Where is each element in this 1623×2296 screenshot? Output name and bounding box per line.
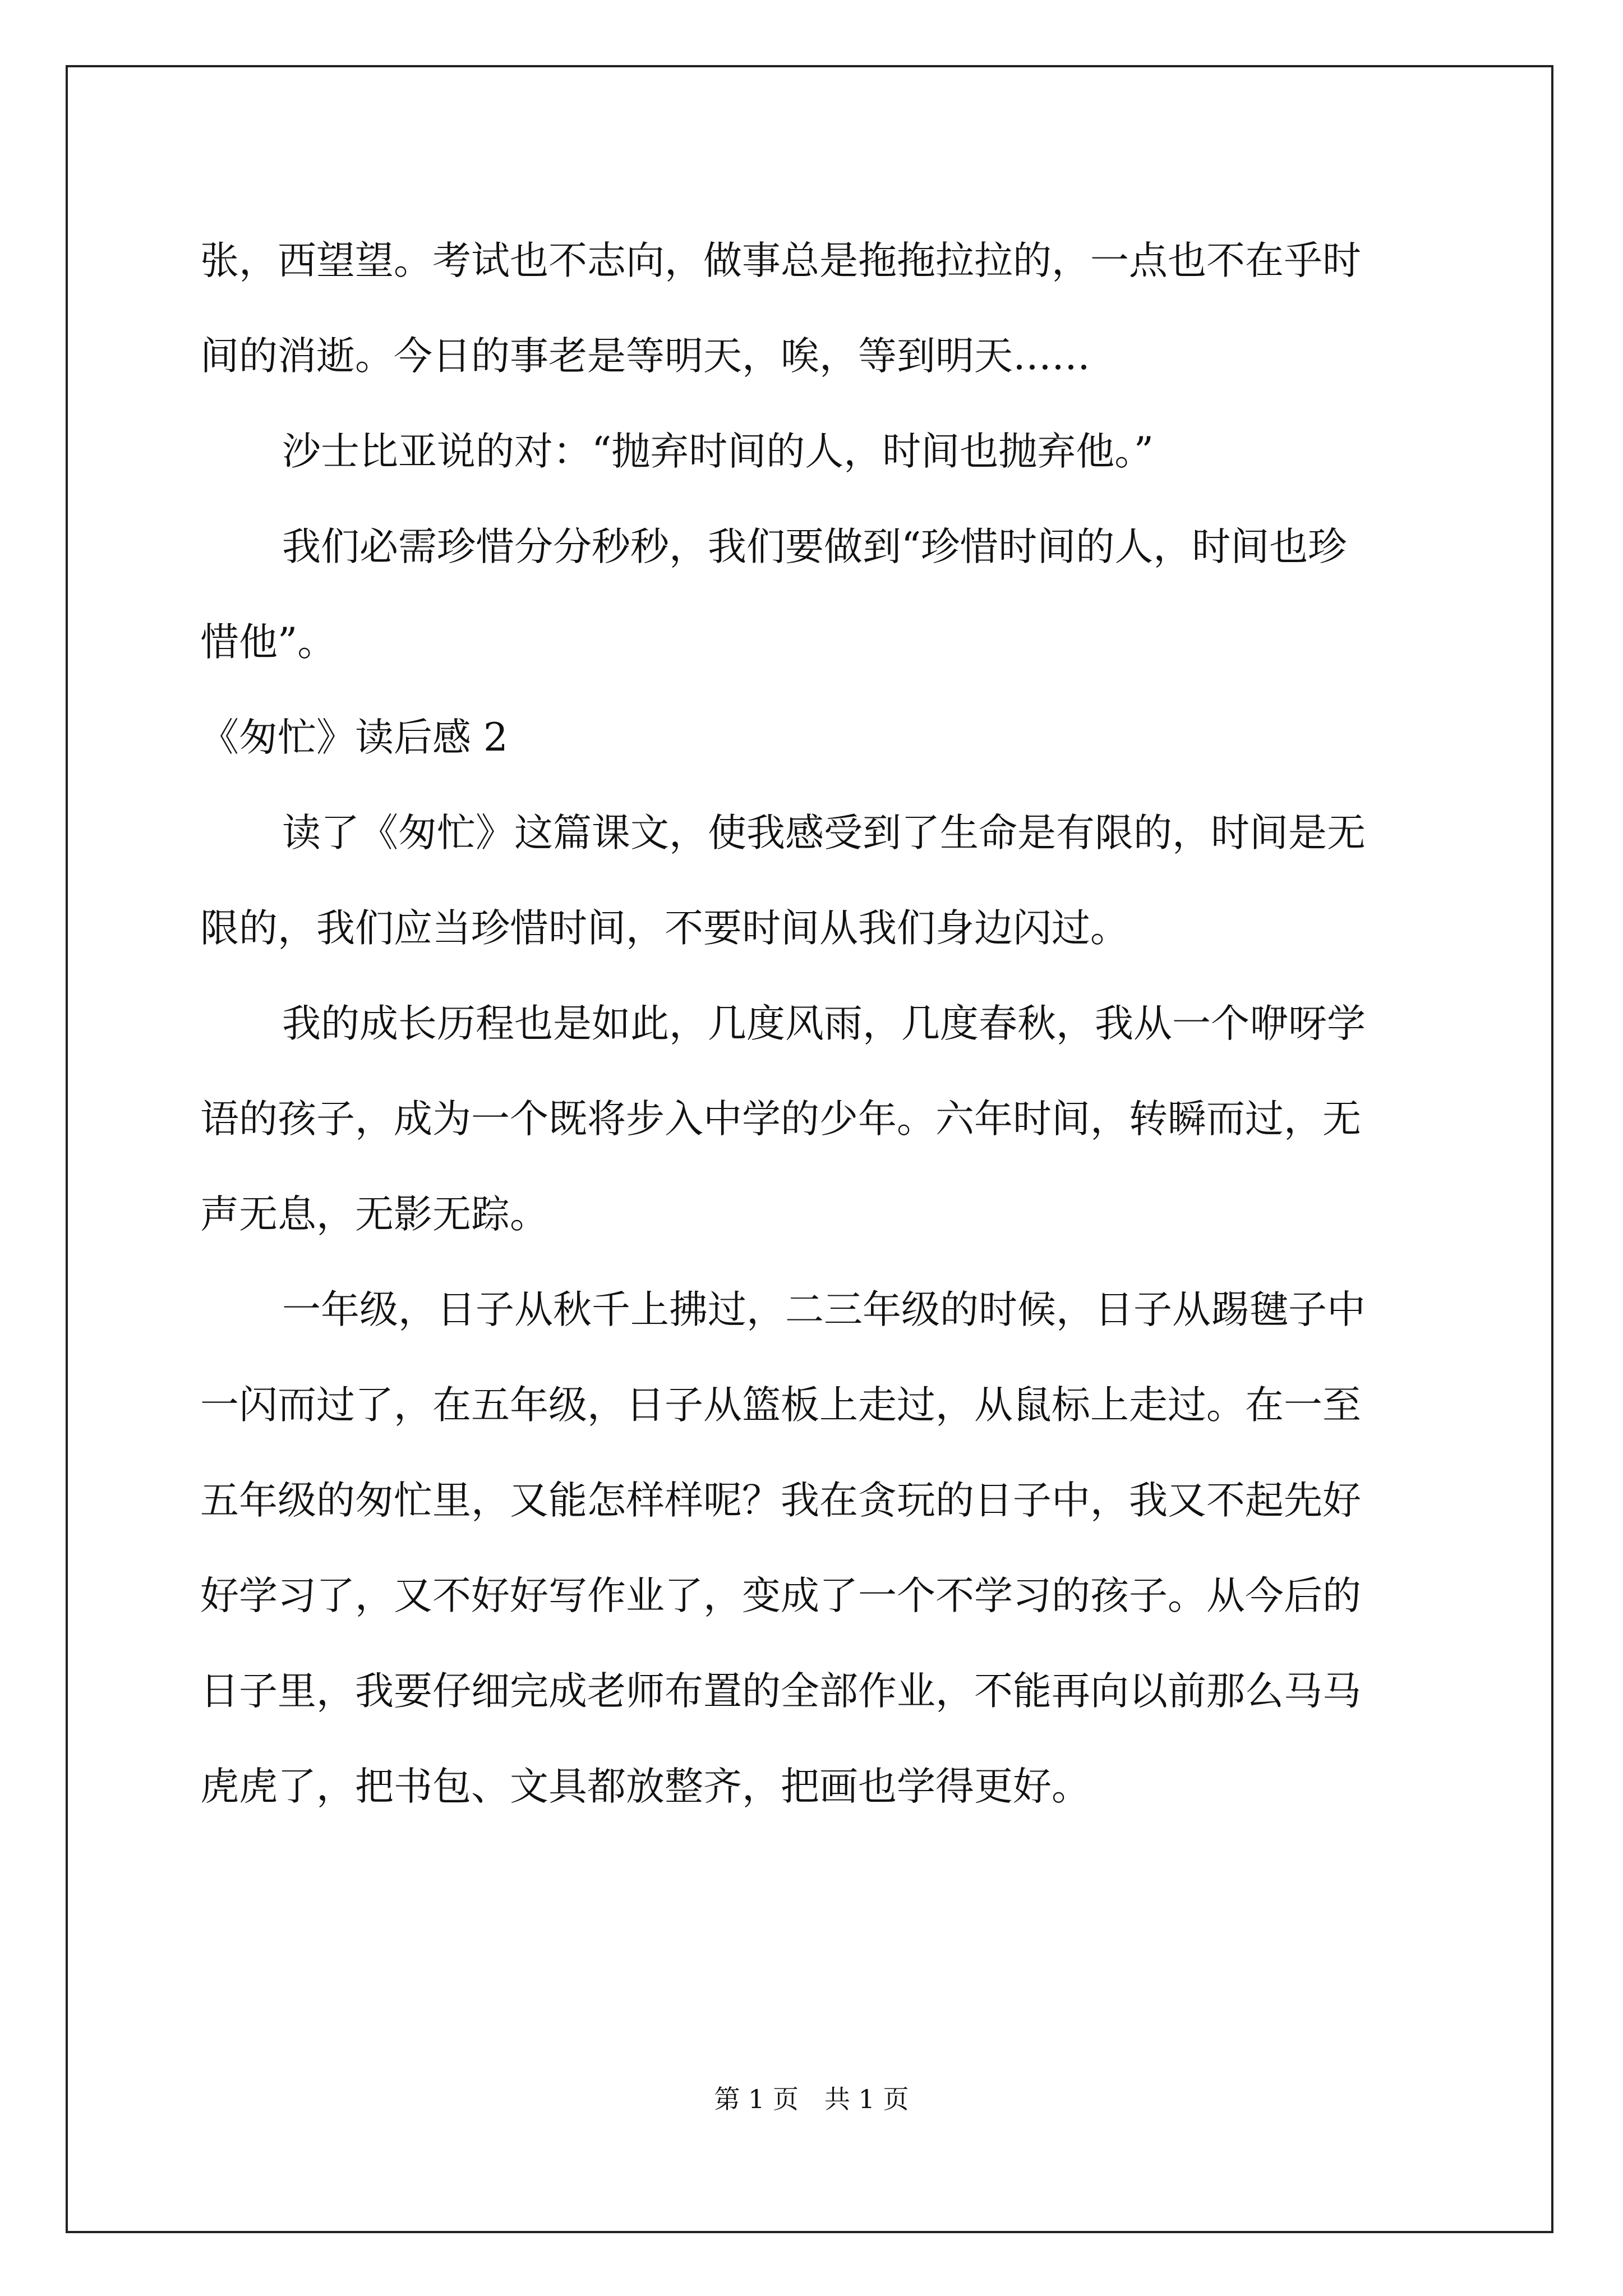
text-line: 五年级的匆忙里，又能怎样样呢？我在贪玩的日子中，我又不起先好 (200, 1478, 1361, 1523)
text-line: 间的消逝。今日的事老是等明天，唉，等到明天…… (200, 334, 1090, 379)
text-line: 语的孩子，成为一个既将步入中学的少年。六年时间，转瞬而过，无 (200, 1097, 1361, 1142)
page-number-footer: 第 1 页 共 1 页 (714, 2084, 909, 2114)
text-line: 张，西望望。考试也不志向，做事总是拖拖拉拉的，一点也不在乎时 (200, 238, 1361, 283)
text-line: 读了《匆忙》这篇课文，使我感受到了生命是有限的，时间是无 (282, 811, 1366, 855)
text-line: 我们必需珍惜分分秒秒，我们要做到“珍惜时间的人，时间也珍 (282, 524, 1347, 569)
text-line: 沙士比亚说的对：“抛弃时间的人，时间也抛弃他。” (282, 429, 1154, 474)
text-line: 一闪而过了，在五年级，日子从篮板上走过，从鼠标上走过。在一至 (200, 1383, 1361, 1428)
text-line: 日子里，我要仔细完成老师布置的全部作业，不能再向以前那么马马 (200, 1669, 1361, 1714)
text-line: 我的成长历程也是如此，几度风雨，几度春秋，我从一个咿呀学 (282, 1001, 1366, 1046)
text-line: 限的，我们应当珍惜时间，不要时间从我们身边闪过。 (200, 906, 1129, 951)
text-line: 好学习了，又不好好写作业了，变成了一个不学习的孩子。从今后的 (200, 1573, 1361, 1618)
section-heading: 《匆忙》读后感 2 (200, 715, 508, 760)
text-line: 惜他”。 (200, 620, 336, 665)
text-line: 一年级，日子从秋千上拂过，二三年级的时候，日子从踢毽子中 (282, 1287, 1366, 1332)
document-body (200, 213, 1426, 1834)
text-line: 虎虎了，把书包、文具都放整齐，把画也学得更好。 (200, 1764, 1090, 1809)
text-line: 声无息，无影无踪。 (200, 1192, 548, 1237)
